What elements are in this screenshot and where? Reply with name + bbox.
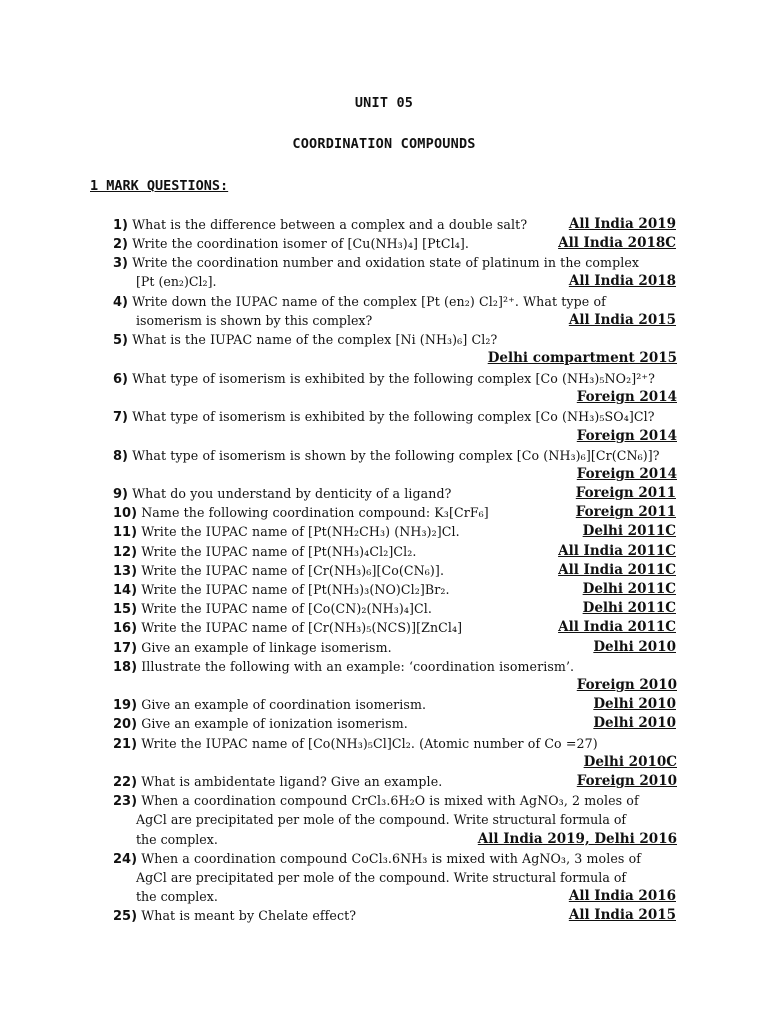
question-19 bbox=[113, 695, 426, 715]
question-source: Foreign 2010 bbox=[576, 773, 677, 789]
question-source: Foreign 2011 bbox=[575, 485, 676, 501]
question-source: Foreign 2010 bbox=[576, 677, 677, 693]
question-continuation: isomerism is shown by this complex? bbox=[136, 313, 373, 328]
question-text: Write the IUPAC name of [Cr(NH₃)₆][Co(CN₆)]. bbox=[141, 563, 445, 578]
question-number: 25) bbox=[113, 909, 138, 924]
question-number: 2) bbox=[113, 237, 128, 252]
question-continuation: the complex. bbox=[136, 832, 218, 847]
question-text: Write the IUPAC name of [Co(NH₃)₅Cl]Cl₂. (Atomic number of Co =27) bbox=[141, 736, 598, 751]
question-number: 14) bbox=[113, 583, 138, 598]
question-text: Name the following coordination compound: K₃[CrF₆] bbox=[141, 505, 489, 520]
question-text: What is ambidentate ligand? Give an example. bbox=[141, 774, 443, 789]
question-source: All India 2018C bbox=[558, 235, 676, 251]
question-21 bbox=[113, 734, 598, 754]
question-number: 21) bbox=[113, 737, 138, 752]
question-11 bbox=[113, 522, 460, 542]
question-number: 16) bbox=[113, 621, 138, 636]
question-text: Give an example of coordination isomerism. bbox=[141, 697, 427, 712]
question-number: 6) bbox=[113, 372, 128, 387]
question-number: 15) bbox=[113, 602, 138, 617]
question-text: What is the IUPAC name of the complex [Ni (NH₃)₆] Cl₂? bbox=[132, 332, 498, 347]
question-12 bbox=[113, 542, 416, 562]
question-source: Delhi 2010 bbox=[593, 696, 676, 712]
question-text: Write the IUPAC name of [Pt(NH₂CH₃) (NH₃)₂]Cl. bbox=[141, 524, 460, 539]
question-source: All India 2015 bbox=[568, 907, 676, 923]
question-source: All India 2011C bbox=[558, 619, 676, 635]
question-25 bbox=[113, 906, 356, 926]
question-number: 17) bbox=[113, 641, 138, 656]
question-8 bbox=[113, 446, 660, 466]
question-number: 12) bbox=[113, 545, 138, 560]
question-22 bbox=[113, 772, 442, 792]
question-number: 7) bbox=[113, 410, 128, 425]
question-10 bbox=[113, 503, 489, 523]
question-source: Delhi 2010 bbox=[593, 639, 676, 655]
question-number: 18) bbox=[113, 660, 138, 675]
question-continuation: AgCl are precipitated per mole of the compound. Write structural formula of bbox=[136, 870, 627, 885]
question-text: What do you understand by denticity of a ligand? bbox=[132, 486, 452, 501]
question-number: 11) bbox=[113, 525, 138, 540]
question-continuation: AgCl are precipitated per mole of the compound. Write structural formula of bbox=[136, 812, 627, 827]
question-source: All India 2015 bbox=[568, 312, 676, 328]
question-text: Write the IUPAC name of [Cr(NH₃)₅(NCS)][ZnCl₄] bbox=[141, 620, 463, 635]
question-18 bbox=[113, 657, 574, 677]
question-20 bbox=[113, 714, 408, 734]
question-number: 9) bbox=[113, 487, 128, 502]
question-text: Give an example of linkage isomerism. bbox=[141, 640, 392, 655]
unit-heading: UNIT 05 bbox=[354, 95, 414, 111]
question-text: Write the IUPAC name of [Pt(NH₃)₄Cl₂]Cl₂. bbox=[141, 544, 417, 559]
question-1 bbox=[113, 215, 527, 235]
question-24 bbox=[113, 849, 641, 869]
question-number: 3) bbox=[113, 256, 128, 271]
question-text: Give an example of ionization isomerism. bbox=[141, 716, 408, 731]
question-number: 24) bbox=[113, 852, 138, 867]
question-16 bbox=[113, 618, 462, 638]
question-source: Foreign 2011 bbox=[575, 504, 676, 520]
question-number: 20) bbox=[113, 717, 138, 732]
question-5 bbox=[113, 330, 497, 350]
question-text: What is the difference between a complex and a double salt? bbox=[132, 217, 528, 232]
question-text: Write the IUPAC name of [Co(CN)₂(NH₃)₄]Cl. bbox=[141, 601, 433, 616]
question-number: 4) bbox=[113, 295, 128, 310]
question-source: All India 2016 bbox=[568, 888, 676, 904]
chapter-title: COORDINATION COMPOUNDS bbox=[292, 136, 476, 152]
question-source: Delhi 2010 bbox=[593, 715, 676, 731]
question-source: All India 2019, Delhi 2016 bbox=[477, 831, 677, 847]
question-4 bbox=[113, 292, 606, 312]
question-14 bbox=[113, 580, 450, 600]
question-number: 5) bbox=[113, 333, 128, 348]
question-continuation: [Pt (en₂)Cl₂]. bbox=[136, 274, 217, 289]
question-source: Foreign 2014 bbox=[576, 389, 677, 405]
question-number: 8) bbox=[113, 449, 128, 464]
question-source: Delhi 2011C bbox=[582, 600, 676, 616]
question-source: Foreign 2014 bbox=[576, 466, 677, 482]
question-source: Delhi 2011C bbox=[582, 523, 676, 539]
question-number: 23) bbox=[113, 794, 138, 809]
question-source: All India 2011C bbox=[558, 543, 676, 559]
question-text: Write the coordination isomer of [Cu(NH₃)₄] [PtCl₄]. bbox=[132, 236, 469, 251]
question-number: 22) bbox=[113, 775, 138, 790]
question-source: Delhi compartment 2015 bbox=[487, 350, 677, 366]
question-17 bbox=[113, 638, 392, 658]
question-source: Foreign 2014 bbox=[576, 428, 677, 444]
question-text: What is meant by Chelate effect? bbox=[141, 908, 357, 923]
question-number: 13) bbox=[113, 564, 138, 579]
question-2 bbox=[113, 234, 469, 254]
question-text: Write down the IUPAC name of the complex [Pt (en₂) Cl₂]²⁺. What type of bbox=[132, 294, 606, 309]
question-15 bbox=[113, 599, 432, 619]
question-6 bbox=[113, 369, 655, 389]
question-text: Write the IUPAC name of [Pt(NH₃)₃(NO)Cl₂]Br₂. bbox=[141, 582, 450, 597]
question-text: When a coordination compound CoCl₃.6NH₃ is mixed with AgNO₃, 3 moles of bbox=[141, 851, 642, 866]
question-number: 1) bbox=[113, 218, 128, 233]
question-continuation: the complex. bbox=[136, 889, 218, 904]
question-number: 10) bbox=[113, 506, 138, 521]
question-23 bbox=[113, 791, 639, 811]
question-text: When a coordination compound CrCl₃.6H₂O is mixed with AgNO₃, 2 moles of bbox=[141, 793, 639, 808]
question-text: What type of isomerism is exhibited by the following complex [Co (NH₃)₅NO₂]²⁺? bbox=[132, 371, 655, 386]
question-3 bbox=[113, 253, 639, 273]
question-text: What type of isomerism is shown by the following complex [Co (NH₃)₆][Cr(CN₆)]? bbox=[132, 448, 660, 463]
question-source: All India 2019 bbox=[568, 216, 676, 232]
question-7 bbox=[113, 407, 655, 427]
question-text: Write the coordination number and oxidation state of platinum in the complex bbox=[132, 255, 640, 270]
question-9 bbox=[113, 484, 451, 504]
question-source: Delhi 2010C bbox=[583, 754, 677, 770]
question-text: What type of isomerism is exhibited by the following complex [Co (NH₃)₅SO₄]Cl? bbox=[132, 409, 655, 424]
question-source: Delhi 2011C bbox=[582, 581, 676, 597]
question-number: 19) bbox=[113, 698, 138, 713]
question-text: Illustrate the following with an example: ‘coordination isomerism’. bbox=[141, 659, 575, 674]
section-heading: 1 MARK QUESTIONS: bbox=[90, 178, 229, 194]
question-source: All India 2011C bbox=[558, 562, 676, 578]
question-source: All India 2018 bbox=[568, 273, 676, 289]
question-13 bbox=[113, 561, 444, 581]
